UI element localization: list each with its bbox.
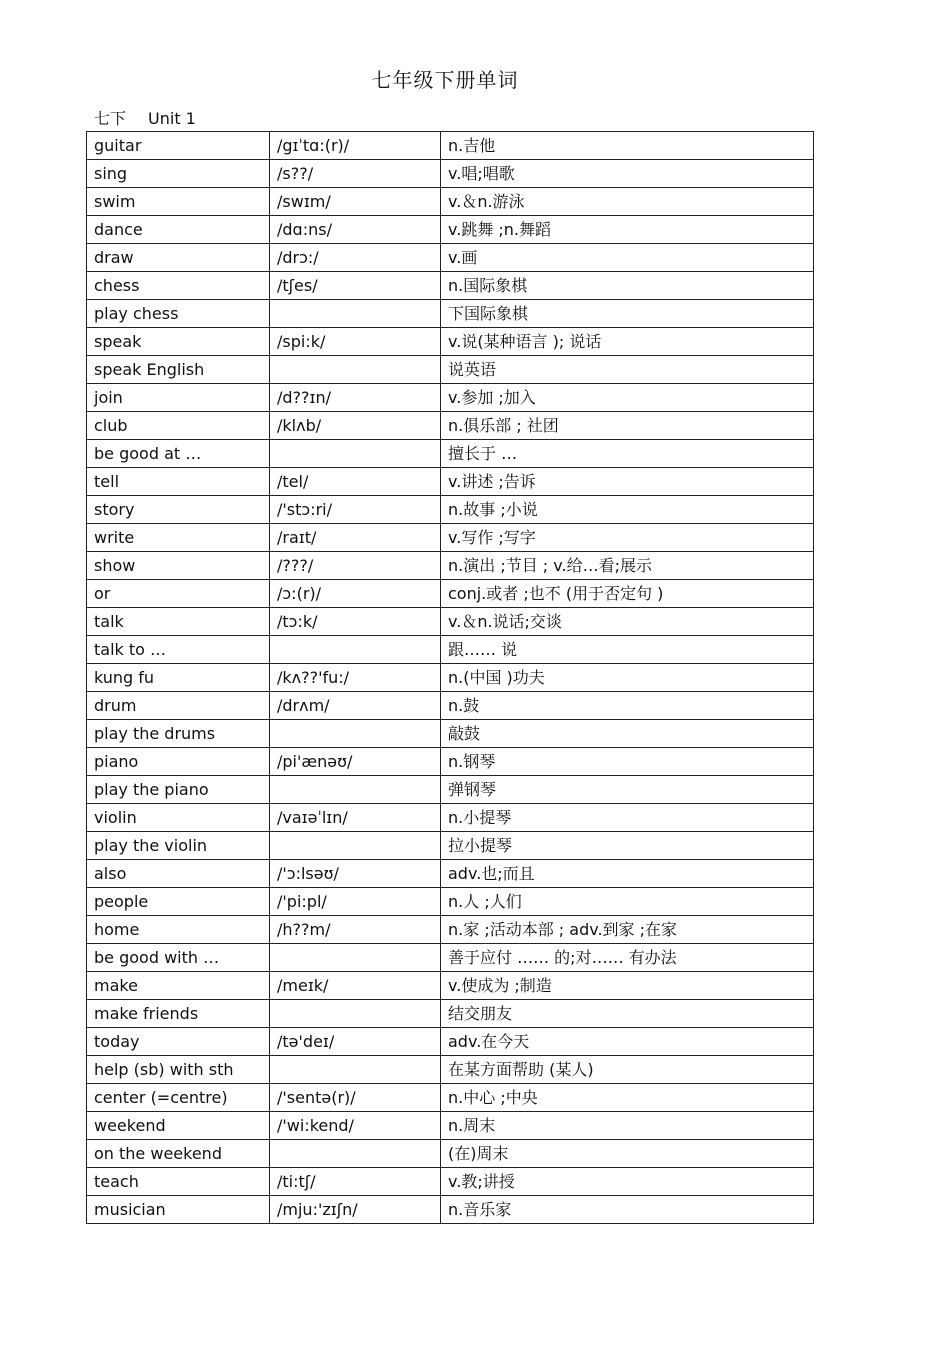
table-row: [87, 244, 814, 272]
meaning-cell: v.写作 ;写字: [441, 524, 814, 552]
meaning-cell: n.(中国 )功夫: [441, 664, 814, 692]
phonetic-cell: /vaɪəˈlɪn/: [270, 804, 441, 832]
meaning-cell: 擅长于 …: [441, 440, 814, 468]
word-cell: make: [87, 972, 270, 1000]
phonetic-cell: [270, 300, 441, 328]
table-row: [87, 1196, 814, 1224]
table-row: [87, 804, 814, 832]
word-cell: speak: [87, 328, 270, 356]
word-cell: musician: [87, 1196, 270, 1224]
phonetic-cell: [270, 1056, 441, 1084]
word-cell: be good with …: [87, 944, 270, 972]
phonetic-cell: /mju:'zɪʃn/: [270, 1196, 441, 1224]
word-cell: help (sb) with sth: [87, 1056, 270, 1084]
phonetic-cell: /'wi:kend/: [270, 1112, 441, 1140]
table-row: [87, 1028, 814, 1056]
phonetic-cell: /drɔ:/: [270, 244, 441, 272]
table-row: [87, 356, 814, 384]
word-cell: kung fu: [87, 664, 270, 692]
meaning-cell: 在某方面帮助 (某人): [441, 1056, 814, 1084]
word-cell: weekend: [87, 1112, 270, 1140]
meaning-cell: 弹钢琴: [441, 776, 814, 804]
phonetic-cell: /tə'deɪ/: [270, 1028, 441, 1056]
table-row: [87, 636, 814, 664]
unit-name: Unit 1: [148, 109, 196, 128]
meaning-cell: adv.在今天: [441, 1028, 814, 1056]
meaning-cell: n.周末: [441, 1112, 814, 1140]
meaning-cell: 下国际象棋: [441, 300, 814, 328]
word-cell: dance: [87, 216, 270, 244]
table-row: [87, 692, 814, 720]
vocabulary-table-body: [87, 132, 814, 1224]
meaning-cell: n.钢琴: [441, 748, 814, 776]
table-row: [87, 272, 814, 300]
phonetic-cell: /meɪk/: [270, 972, 441, 1000]
phonetic-cell: [270, 1000, 441, 1028]
phonetic-cell: /swɪm/: [270, 188, 441, 216]
phonetic-cell: /???/: [270, 552, 441, 580]
phonetic-cell: /tɔ:k/: [270, 608, 441, 636]
meaning-cell: 说英语: [441, 356, 814, 384]
word-cell: draw: [87, 244, 270, 272]
table-row: [87, 440, 814, 468]
word-cell: tell: [87, 468, 270, 496]
table-row: [87, 580, 814, 608]
table-row: [87, 1112, 814, 1140]
table-row: [87, 496, 814, 524]
meaning-cell: v.讲述 ;告诉: [441, 468, 814, 496]
phonetic-cell: [270, 1140, 441, 1168]
word-cell: violin: [87, 804, 270, 832]
word-cell: center (=centre): [87, 1084, 270, 1112]
table-row: [87, 1056, 814, 1084]
table-row: [87, 748, 814, 776]
meaning-cell: n.鼓: [441, 692, 814, 720]
meaning-cell: n.家 ;活动本部 ; adv.到家 ;在家: [441, 916, 814, 944]
meaning-cell: n.吉他: [441, 132, 814, 160]
phonetic-cell: [270, 944, 441, 972]
table-row: [87, 216, 814, 244]
word-cell: guitar: [87, 132, 270, 160]
meaning-cell: n.音乐家: [441, 1196, 814, 1224]
phonetic-cell: /'sentə(r)/: [270, 1084, 441, 1112]
table-row: [87, 300, 814, 328]
word-cell: play the piano: [87, 776, 270, 804]
meaning-cell: n.俱乐部 ; 社团: [441, 412, 814, 440]
phonetic-cell: [270, 776, 441, 804]
phonetic-cell: [270, 832, 441, 860]
table-row: [87, 608, 814, 636]
table-row: [87, 188, 814, 216]
phonetic-cell: /tʃes/: [270, 272, 441, 300]
meaning-cell: v.跳舞 ;n.舞蹈: [441, 216, 814, 244]
word-cell: people: [87, 888, 270, 916]
table-row: [87, 468, 814, 496]
word-cell: club: [87, 412, 270, 440]
meaning-cell: 拉小提琴: [441, 832, 814, 860]
word-cell: speak English: [87, 356, 270, 384]
word-cell: talk: [87, 608, 270, 636]
phonetic-cell: /'pi:pl/: [270, 888, 441, 916]
table-row: [87, 860, 814, 888]
phonetic-cell: /raɪt/: [270, 524, 441, 552]
phonetic-cell: /dɑ:ns/: [270, 216, 441, 244]
word-cell: on the weekend: [87, 1140, 270, 1168]
word-cell: play the violin: [87, 832, 270, 860]
meaning-cell: n.演出 ;节目 ; v.给…看;展示: [441, 552, 814, 580]
table-row: [87, 944, 814, 972]
phonetic-cell: /d??ɪn/: [270, 384, 441, 412]
word-cell: story: [87, 496, 270, 524]
table-row: [87, 916, 814, 944]
table-row: [87, 1084, 814, 1112]
phonetic-cell: /tel/: [270, 468, 441, 496]
meaning-cell: 善于应付 …… 的;对…… 有办法: [441, 944, 814, 972]
table-row: [87, 720, 814, 748]
unit-prefix: 七下: [94, 109, 127, 128]
table-row: [87, 1168, 814, 1196]
word-cell: make friends: [87, 1000, 270, 1028]
phonetic-cell: /ɔ:(r)/: [270, 580, 441, 608]
table-row: [87, 888, 814, 916]
table-row: [87, 552, 814, 580]
phonetic-cell: /kʌ??'fu:/: [270, 664, 441, 692]
phonetic-cell: /drʌm/: [270, 692, 441, 720]
word-cell: swim: [87, 188, 270, 216]
meaning-cell: n.故事 ;小说: [441, 496, 814, 524]
meaning-cell: n.小提琴: [441, 804, 814, 832]
phonetic-cell: /spi:k/: [270, 328, 441, 356]
table-row: [87, 160, 814, 188]
phonetic-cell: [270, 636, 441, 664]
phonetic-cell: [270, 440, 441, 468]
meaning-cell: v.说(某种语言 ); 说话: [441, 328, 814, 356]
meaning-cell: adv.也;而且: [441, 860, 814, 888]
meaning-cell: 跟…… 说: [441, 636, 814, 664]
phonetic-cell: /h??m/: [270, 916, 441, 944]
phonetic-cell: /klʌb/: [270, 412, 441, 440]
word-cell: teach: [87, 1168, 270, 1196]
table-row: [87, 328, 814, 356]
meaning-cell: conj.或者 ;也不 (用于否定句 ): [441, 580, 814, 608]
word-cell: sing: [87, 160, 270, 188]
table-row: [87, 664, 814, 692]
table-row: [87, 1140, 814, 1168]
table-row: [87, 132, 814, 160]
meaning-cell: n.国际象棋: [441, 272, 814, 300]
table-row: [87, 1000, 814, 1028]
phonetic-cell: [270, 356, 441, 384]
table-row: [87, 524, 814, 552]
page-title: 七年级下册单词: [371, 68, 519, 92]
word-cell: today: [87, 1028, 270, 1056]
phonetic-cell: /'stɔ:ri/: [270, 496, 441, 524]
meaning-cell: v.画: [441, 244, 814, 272]
meaning-cell: 敲鼓: [441, 720, 814, 748]
word-cell: talk to …: [87, 636, 270, 664]
phonetic-cell: /gɪˈtɑ:(r)/: [270, 132, 441, 160]
phonetic-cell: [270, 720, 441, 748]
phonetic-cell: /s??/: [270, 160, 441, 188]
meaning-cell: v.教;讲授: [441, 1168, 814, 1196]
word-cell: home: [87, 916, 270, 944]
meaning-cell: v.＆n.游泳: [441, 188, 814, 216]
meaning-cell: v.参加 ;加入: [441, 384, 814, 412]
table-row: [87, 384, 814, 412]
word-cell: play the drums: [87, 720, 270, 748]
word-cell: also: [87, 860, 270, 888]
unit-heading: [94, 106, 196, 129]
phonetic-cell: /pi'ænəʊ/: [270, 748, 441, 776]
phonetic-cell: /ti:tʃ/: [270, 1168, 441, 1196]
meaning-cell: n.人 ;人们: [441, 888, 814, 916]
vocabulary-table: [86, 131, 814, 1224]
word-cell: write: [87, 524, 270, 552]
word-cell: chess: [87, 272, 270, 300]
meaning-cell: v.＆n.说话;交谈: [441, 608, 814, 636]
meaning-cell: (在)周末: [441, 1140, 814, 1168]
meaning-cell: v.使成为 ;制造: [441, 972, 814, 1000]
word-cell: be good at …: [87, 440, 270, 468]
meaning-cell: n.中心 ;中央: [441, 1084, 814, 1112]
word-cell: or: [87, 580, 270, 608]
table-row: [87, 972, 814, 1000]
table-row: [87, 412, 814, 440]
meaning-cell: 结交朋友: [441, 1000, 814, 1028]
table-row: [87, 776, 814, 804]
phonetic-cell: /'ɔ:lsəʊ/: [270, 860, 441, 888]
word-cell: piano: [87, 748, 270, 776]
word-cell: join: [87, 384, 270, 412]
table-row: [87, 832, 814, 860]
word-cell: play chess: [87, 300, 270, 328]
meaning-cell: v.唱;唱歌: [441, 160, 814, 188]
word-cell: drum: [87, 692, 270, 720]
word-cell: show: [87, 552, 270, 580]
